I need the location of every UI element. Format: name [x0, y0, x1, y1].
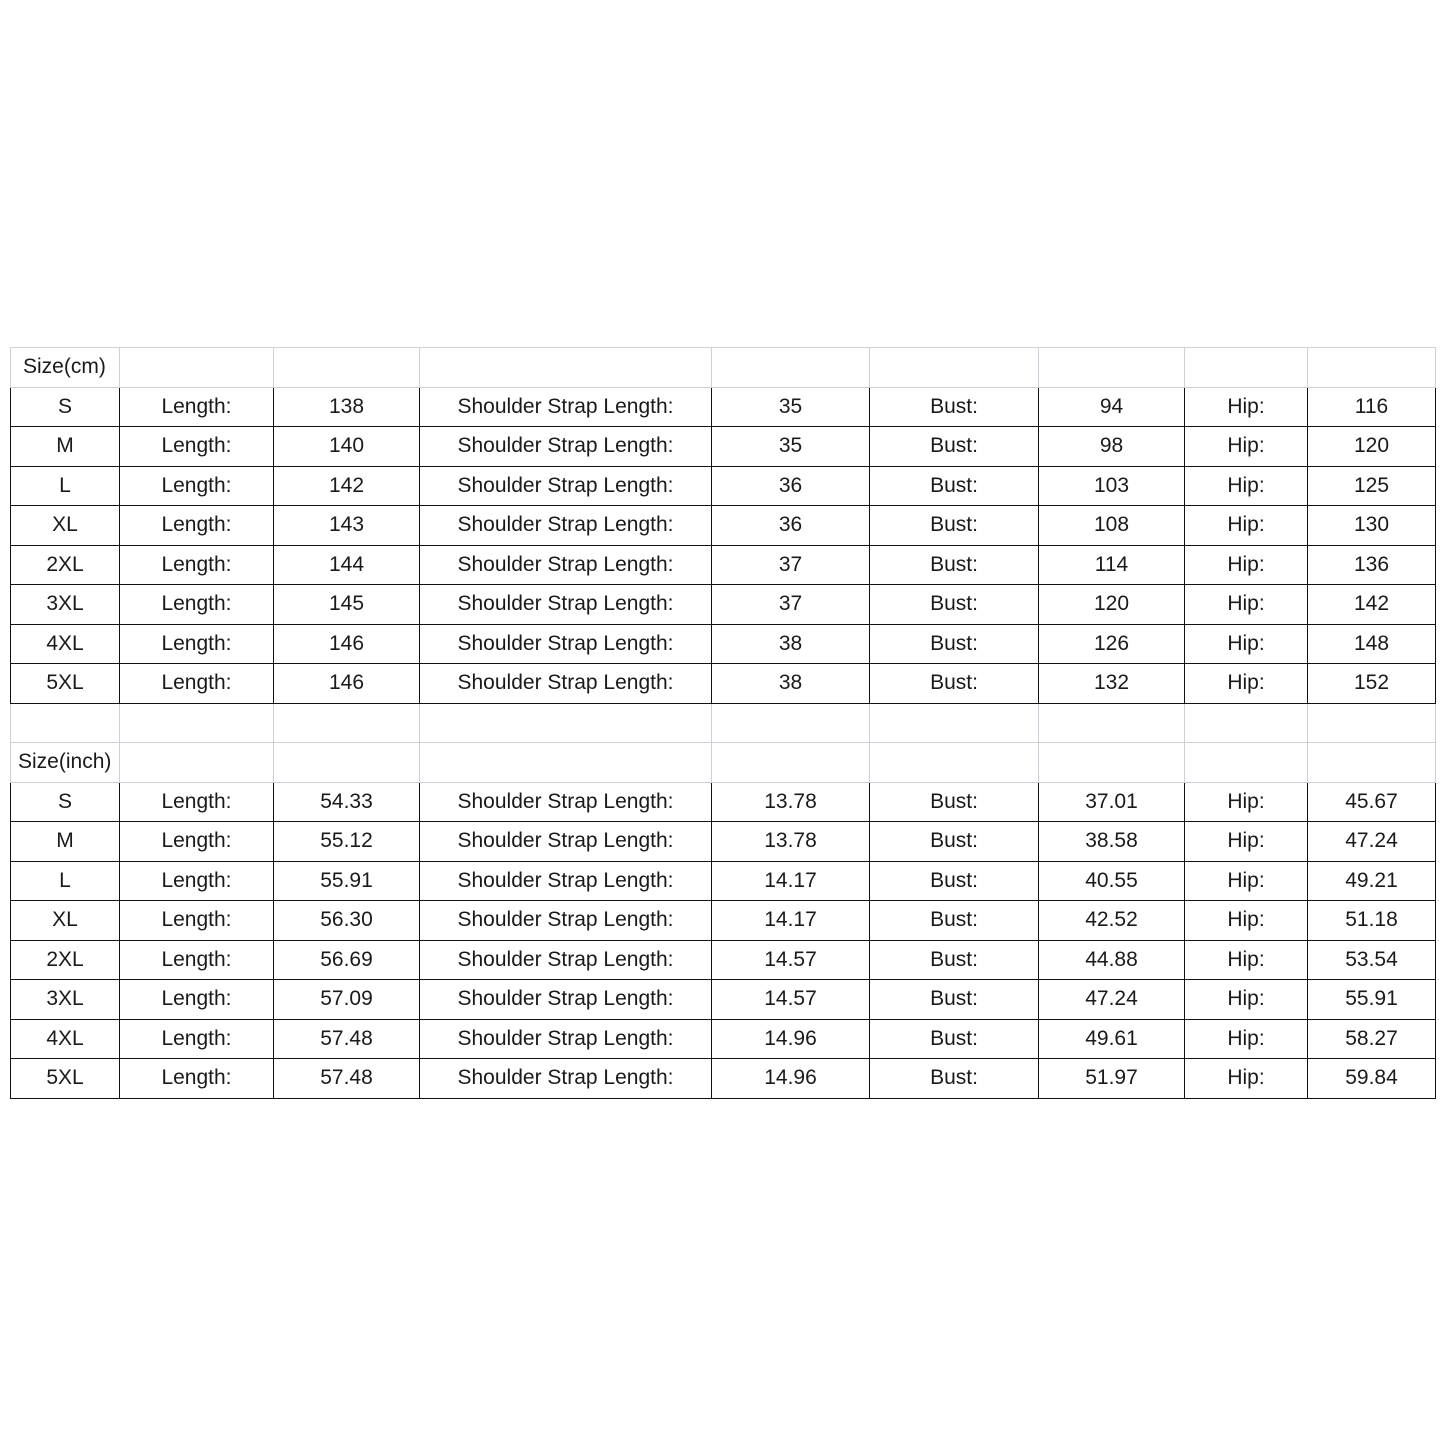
hip-value-cell: 47.24 [1308, 822, 1436, 862]
length-value-cell: 57.09 [274, 980, 420, 1020]
bust-label-cell: Bust: [870, 940, 1039, 980]
length-value-cell: 138 [274, 387, 420, 427]
hip-label-cell: Hip: [1185, 901, 1308, 941]
size-cell: XL [11, 506, 120, 546]
size-cell: 3XL [11, 585, 120, 625]
hip-value-cell: 49.21 [1308, 861, 1436, 901]
strap-label-cell: Shoulder Strap Length: [420, 782, 712, 822]
empty-cell [274, 743, 420, 783]
bust-label-cell: Bust: [870, 782, 1039, 822]
size-cell: M [11, 427, 120, 467]
table-row [11, 624, 1436, 664]
size-cell: 3XL [11, 980, 120, 1020]
strap-label-cell: Shoulder Strap Length: [420, 861, 712, 901]
bust-value-cell: 49.61 [1039, 1019, 1185, 1059]
empty-cell [1308, 743, 1436, 783]
bust-label-cell: Bust: [870, 506, 1039, 546]
empty-cell [712, 348, 870, 388]
empty-cell [274, 348, 420, 388]
empty-cell [1185, 703, 1308, 743]
bust-value-cell: 94 [1039, 387, 1185, 427]
size-cell: 4XL [11, 1019, 120, 1059]
size-cell: S [11, 387, 120, 427]
length-label-cell: Length: [120, 387, 274, 427]
empty-cell [1308, 703, 1436, 743]
hip-value-cell: 120 [1308, 427, 1436, 467]
size-cell: XL [11, 901, 120, 941]
hip-label-cell: Hip: [1185, 545, 1308, 585]
hip-label-cell: Hip: [1185, 861, 1308, 901]
length-value-cell: 146 [274, 624, 420, 664]
strap-label-cell: Shoulder Strap Length: [420, 466, 712, 506]
empty-cell [120, 348, 274, 388]
strap-value-cell: 13.78 [712, 822, 870, 862]
hip-label-cell: Hip: [1185, 506, 1308, 546]
hip-label-cell: Hip: [1185, 585, 1308, 625]
table-row [11, 940, 1436, 980]
hip-value-cell: 55.91 [1308, 980, 1436, 1020]
strap-label-cell: Shoulder Strap Length: [420, 1059, 712, 1099]
hip-label-cell: Hip: [1185, 427, 1308, 467]
hip-value-cell: 148 [1308, 624, 1436, 664]
hip-label-cell: Hip: [1185, 940, 1308, 980]
length-label-cell: Length: [120, 1059, 274, 1099]
strap-value-cell: 35 [712, 387, 870, 427]
bust-value-cell: 114 [1039, 545, 1185, 585]
bust-label-cell: Bust: [870, 980, 1039, 1020]
length-value-cell: 55.91 [274, 861, 420, 901]
strap-label-cell: Shoulder Strap Length: [420, 624, 712, 664]
hip-label-cell: Hip: [1185, 1059, 1308, 1099]
hip-value-cell: 53.54 [1308, 940, 1436, 980]
strap-label-cell: Shoulder Strap Length: [420, 940, 712, 980]
length-value-cell: 142 [274, 466, 420, 506]
hip-value-cell: 51.18 [1308, 901, 1436, 941]
strap-value-cell: 13.78 [712, 782, 870, 822]
table-row [11, 822, 1436, 862]
bust-value-cell: 120 [1039, 585, 1185, 625]
length-value-cell: 57.48 [274, 1019, 420, 1059]
inch-section-title: Size(inch) [11, 743, 120, 783]
empty-cell [870, 703, 1039, 743]
hip-label-cell: Hip: [1185, 1019, 1308, 1059]
empty-cell [1185, 348, 1308, 388]
strap-value-cell: 14.17 [712, 901, 870, 941]
hip-label-cell: Hip: [1185, 664, 1308, 704]
table-row [11, 1019, 1436, 1059]
table-row [11, 545, 1436, 585]
hip-value-cell: 136 [1308, 545, 1436, 585]
hip-label-cell: Hip: [1185, 466, 1308, 506]
length-label-cell: Length: [120, 861, 274, 901]
table-row [11, 901, 1436, 941]
bust-value-cell: 37.01 [1039, 782, 1185, 822]
strap-label-cell: Shoulder Strap Length: [420, 585, 712, 625]
bust-value-cell: 38.58 [1039, 822, 1185, 862]
length-label-cell: Length: [120, 1019, 274, 1059]
hip-label-cell: Hip: [1185, 624, 1308, 664]
empty-cell [712, 743, 870, 783]
length-value-cell: 57.48 [274, 1059, 420, 1099]
strap-value-cell: 36 [712, 466, 870, 506]
table-row [11, 427, 1436, 467]
strap-label-cell: Shoulder Strap Length: [420, 427, 712, 467]
table-row [11, 506, 1436, 546]
empty-cell [120, 703, 274, 743]
length-label-cell: Length: [120, 782, 274, 822]
length-value-cell: 55.12 [274, 822, 420, 862]
bust-value-cell: 108 [1039, 506, 1185, 546]
strap-value-cell: 14.96 [712, 1019, 870, 1059]
cm-title-row [11, 348, 1436, 388]
size-cell: S [11, 782, 120, 822]
length-value-cell: 144 [274, 545, 420, 585]
length-label-cell: Length: [120, 664, 274, 704]
length-value-cell: 140 [274, 427, 420, 467]
strap-label-cell: Shoulder Strap Length: [420, 822, 712, 862]
strap-value-cell: 38 [712, 664, 870, 704]
strap-label-cell: Shoulder Strap Length: [420, 901, 712, 941]
bust-value-cell: 132 [1039, 664, 1185, 704]
hip-value-cell: 59.84 [1308, 1059, 1436, 1099]
length-label-cell: Length: [120, 980, 274, 1020]
empty-cell [420, 348, 712, 388]
strap-label-cell: Shoulder Strap Length: [420, 387, 712, 427]
bust-value-cell: 98 [1039, 427, 1185, 467]
length-label-cell: Length: [120, 427, 274, 467]
hip-value-cell: 45.67 [1308, 782, 1436, 822]
length-value-cell: 146 [274, 664, 420, 704]
empty-cell [1039, 743, 1185, 783]
empty-cell [1039, 348, 1185, 388]
hip-value-cell: 58.27 [1308, 1019, 1436, 1059]
size-cell: 2XL [11, 545, 120, 585]
bust-label-cell: Bust: [870, 901, 1039, 941]
length-label-cell: Length: [120, 545, 274, 585]
length-label-cell: Length: [120, 585, 274, 625]
length-label-cell: Length: [120, 466, 274, 506]
empty-cell [1308, 348, 1436, 388]
hip-value-cell: 152 [1308, 664, 1436, 704]
length-label-cell: Length: [120, 901, 274, 941]
strap-value-cell: 14.17 [712, 861, 870, 901]
bust-label-cell: Bust: [870, 387, 1039, 427]
length-label-cell: Length: [120, 822, 274, 862]
strap-value-cell: 38 [712, 624, 870, 664]
empty-cell [274, 703, 420, 743]
table-row [11, 664, 1436, 704]
bust-label-cell: Bust: [870, 466, 1039, 506]
size-cell: 4XL [11, 624, 120, 664]
size-cell: 2XL [11, 940, 120, 980]
table-row [11, 980, 1436, 1020]
bust-value-cell: 126 [1039, 624, 1185, 664]
bust-label-cell: Bust: [870, 585, 1039, 625]
length-label-cell: Length: [120, 940, 274, 980]
inch-title-row [11, 743, 1436, 783]
bust-value-cell: 51.97 [1039, 1059, 1185, 1099]
strap-value-cell: 37 [712, 545, 870, 585]
length-value-cell: 56.30 [274, 901, 420, 941]
table-row [11, 585, 1436, 625]
bust-label-cell: Bust: [870, 822, 1039, 862]
strap-value-cell: 37 [712, 585, 870, 625]
strap-value-cell: 14.57 [712, 940, 870, 980]
strap-value-cell: 14.57 [712, 980, 870, 1020]
hip-value-cell: 116 [1308, 387, 1436, 427]
length-value-cell: 145 [274, 585, 420, 625]
bust-value-cell: 47.24 [1039, 980, 1185, 1020]
bust-label-cell: Bust: [870, 1019, 1039, 1059]
hip-label-cell: Hip: [1185, 980, 1308, 1020]
length-value-cell: 143 [274, 506, 420, 546]
length-label-cell: Length: [120, 506, 274, 546]
size-cell: L [11, 466, 120, 506]
size-chart-sheet [10, 347, 1435, 1099]
size-cell: M [11, 822, 120, 862]
strap-value-cell: 14.96 [712, 1059, 870, 1099]
empty-cell [1185, 743, 1308, 783]
size-chart-body [11, 348, 1436, 1099]
bust-value-cell: 40.55 [1039, 861, 1185, 901]
bust-value-cell: 44.88 [1039, 940, 1185, 980]
table-row [11, 466, 1436, 506]
table-row [11, 387, 1436, 427]
bust-label-cell: Bust: [870, 664, 1039, 704]
hip-value-cell: 130 [1308, 506, 1436, 546]
size-cell: 5XL [11, 664, 120, 704]
hip-value-cell: 142 [1308, 585, 1436, 625]
bust-label-cell: Bust: [870, 861, 1039, 901]
empty-cell [870, 348, 1039, 388]
strap-value-cell: 35 [712, 427, 870, 467]
strap-label-cell: Shoulder Strap Length: [420, 545, 712, 585]
hip-label-cell: Hip: [1185, 822, 1308, 862]
spacer-row [11, 703, 1436, 743]
size-cell: 5XL [11, 1059, 120, 1099]
bust-value-cell: 103 [1039, 466, 1185, 506]
bust-label-cell: Bust: [870, 1059, 1039, 1099]
empty-cell [870, 743, 1039, 783]
length-value-cell: 56.69 [274, 940, 420, 980]
bust-value-cell: 42.52 [1039, 901, 1185, 941]
bust-label-cell: Bust: [870, 427, 1039, 467]
strap-label-cell: Shoulder Strap Length: [420, 506, 712, 546]
empty-cell [120, 743, 274, 783]
size-cell: L [11, 861, 120, 901]
table-row [11, 861, 1436, 901]
empty-cell [1039, 703, 1185, 743]
empty-cell [11, 703, 120, 743]
length-label-cell: Length: [120, 624, 274, 664]
empty-cell [712, 703, 870, 743]
size-chart-table [10, 347, 1436, 1099]
strap-label-cell: Shoulder Strap Length: [420, 980, 712, 1020]
cm-section-title: Size(cm) [11, 348, 120, 388]
bust-label-cell: Bust: [870, 624, 1039, 664]
table-row [11, 782, 1436, 822]
hip-value-cell: 125 [1308, 466, 1436, 506]
length-value-cell: 54.33 [274, 782, 420, 822]
bust-label-cell: Bust: [870, 545, 1039, 585]
hip-label-cell: Hip: [1185, 782, 1308, 822]
strap-value-cell: 36 [712, 506, 870, 546]
hip-label-cell: Hip: [1185, 387, 1308, 427]
strap-label-cell: Shoulder Strap Length: [420, 664, 712, 704]
table-row [11, 1059, 1436, 1099]
empty-cell [420, 743, 712, 783]
strap-label-cell: Shoulder Strap Length: [420, 1019, 712, 1059]
empty-cell [420, 703, 712, 743]
